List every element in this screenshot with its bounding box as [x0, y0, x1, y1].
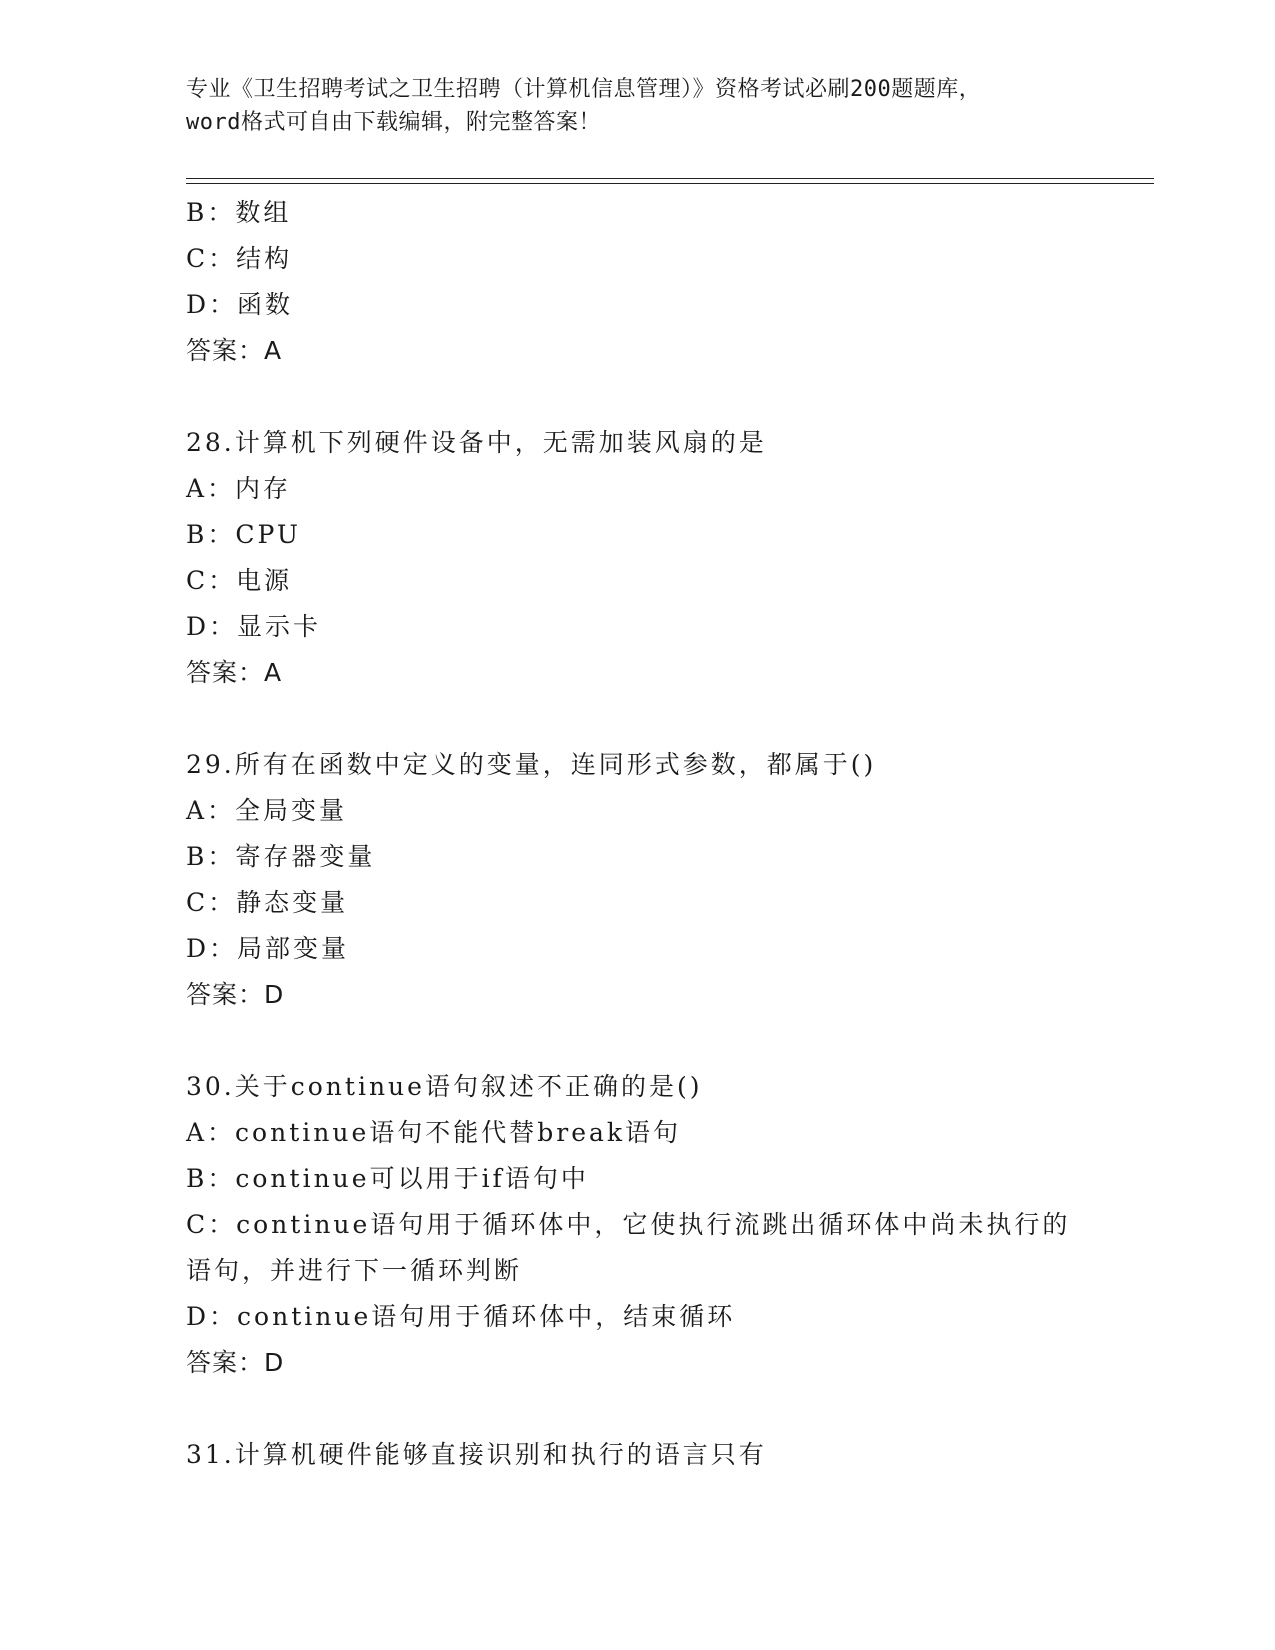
header-divider-bottom [186, 183, 1154, 184]
option-c: C：continue语句用于循环体中，它使执行流跳出循环体中尚未执行的 [186, 1210, 1071, 1239]
option-b: B：continue可以用于if语句中 [186, 1164, 589, 1193]
option-c: C：结构 [186, 244, 293, 273]
question-31 [186, 1432, 1086, 1478]
option-b: B：数组 [186, 198, 292, 227]
question-29 [186, 742, 1086, 1018]
answer-line: 答案：A [186, 658, 283, 687]
option-c-continued: 语句，并进行下一循环判断 [186, 1256, 523, 1285]
question-text: 30.关于continue语句叙述不正确的是() [186, 1072, 703, 1101]
option-a: A：continue语句不能代替break语句 [186, 1118, 682, 1147]
option-c: C：静态变量 [186, 888, 349, 917]
option-b: B：CPU [186, 520, 301, 549]
spacer [186, 1018, 1086, 1064]
answer-line: 答案：A [186, 336, 283, 365]
spacer [186, 374, 1086, 420]
question-text: 31.计算机硬件能够直接识别和执行的语言只有 [186, 1440, 767, 1469]
spacer [186, 696, 1086, 742]
option-d: D：continue语句用于循环体中，结束循环 [186, 1302, 736, 1331]
option-d: D：函数 [186, 290, 294, 319]
option-a: A：内存 [186, 474, 292, 503]
question-28 [186, 420, 1086, 696]
option-d: D：局部变量 [186, 934, 350, 963]
question-27-continued [186, 190, 1086, 374]
answer-line: 答案：D [186, 980, 285, 1009]
question-text: 28.计算机下列硬件设备中，无需加装风扇的是 [186, 428, 767, 457]
question-text: 29.所有在函数中定义的变量，连同形式参数，都属于() [186, 750, 877, 779]
option-d: D：显示卡 [186, 612, 322, 641]
header-title-line-1: 专业《卫生招聘考试之卫生招聘（计算机信息管理）》资格考试必刷200题题库， [186, 77, 982, 102]
question-list [186, 190, 1086, 1478]
answer-line: 答案：D [186, 1348, 285, 1377]
option-c: C：电源 [186, 566, 293, 595]
header-divider-top [186, 178, 1154, 179]
option-a: A：全局变量 [186, 796, 348, 825]
question-30 [186, 1064, 1086, 1386]
option-b: B：寄存器变量 [186, 842, 376, 871]
document-header [186, 73, 1086, 139]
spacer [186, 1386, 1086, 1432]
header-title-line-2: word格式可自由下载编辑，附完整答案！ [186, 110, 601, 135]
